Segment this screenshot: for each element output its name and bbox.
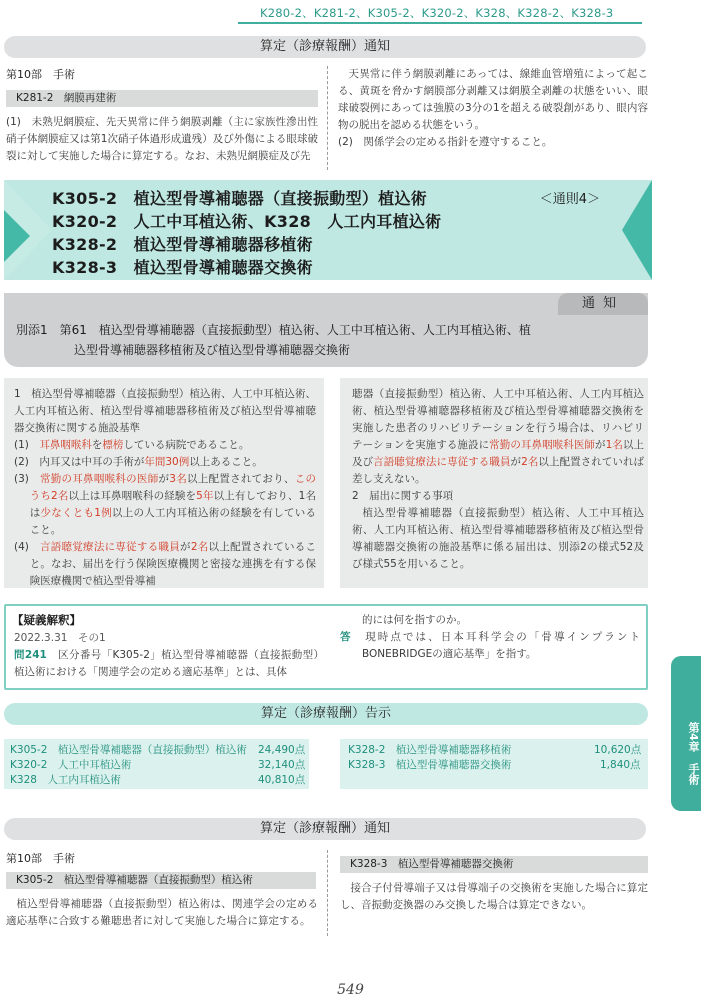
subhead-k281-2: K281-2 網膜再建術	[6, 90, 318, 107]
fee-k320-2: K320-2 人工中耳植込術	[10, 759, 132, 771]
fee-k328-points: 40,810点	[258, 774, 306, 786]
fee-k328-2: K328-2 植込型骨導補聴器移植術	[348, 744, 512, 756]
facility-left-text	[14, 386, 316, 590]
title-banner	[4, 180, 652, 280]
subhead-k305-2: K305-2 植込型骨導補聴器（直接振動型）植込術	[6, 872, 316, 889]
rule-tag: ＜通則4＞	[539, 192, 600, 207]
chapter-side-tab: 第4章 手術	[671, 656, 701, 811]
notice-heading	[16, 320, 644, 360]
faq-question: 問241 区分番号「K305-2」植込型骨導補聴器（直接振動型）植込術における「関連学会の定める適応基準」とは、具体	[14, 649, 324, 678]
facility-item1-3: (3) 常勤の耳鼻咽喉科の医師が3名以上配置されており、このうち2名以上は耳鼻咽喉科の経験を5年以上有しており、1名は少なくとも1例以上の人工内耳植込術の経験を有していること。	[14, 473, 317, 536]
para-k281-2-note2: (2) 関係学会の定める指針を遵守すること。	[338, 136, 553, 148]
fee-k328: K328 人工内耳植込術	[10, 774, 121, 786]
facility-rehab-note: 聴器（直接振動型）植込術、人工中耳植込術、人工内耳植込術、植込型骨導補聴器移植術及び植込型骨導補聴器交換術を実施した患者のリハビリテーションを行う場合は、リハビリテーションを実施する施設に常勤の耳鼻咽喉科医師が1名以上及び言語聴覚療法に専従する職員が2名以上配置されていれば差し支えない。	[352, 388, 645, 485]
facility-item2-head: 2 届出に関する事項	[352, 490, 454, 502]
faq-date: 2022.3.31 その1	[14, 632, 106, 644]
column-divider	[327, 66, 328, 170]
fee-k305-2: K305-2 植込型骨導補聴器（直接振動型）植込術	[10, 744, 247, 756]
title-k320-2: K320-2 人工中耳植込術、K328 人工内耳植込術	[52, 212, 442, 231]
faq-title: 【疑義解釈】	[12, 613, 81, 627]
fee-k328-3-points: 1,840点	[600, 759, 641, 771]
para-k281-2-right: 天異常に伴う網膜剥離にあっては、線維血管増殖によって起こる、黄斑を脅かす網膜部分剥離又は網膜全剥離の状態をいい、眼球破裂例にあっては強膜の3分の1を超える破裂創があり、眼内容物の脱出を認める状態をいう。	[338, 68, 648, 131]
running-head: K280-2、K281-2、K305-2、K320-2、K328、K328-2、K328-3	[238, 2, 642, 24]
facility-item1-2: (2) 内耳又は中耳の手術が年間30例以上あること。	[14, 456, 263, 468]
facility-item1-4: (4) 言語聴覚療法に専従する職員が2名以上配置されていること。なお、届出を行う保険医療機関と密接な連携を有する保険医療機関で植込型骨導補	[14, 541, 317, 587]
para-k305-2: 植込型骨導補聴器（直接振動型）植込術は、関連学会の定める適応基準に合致する難聴患者に対して実施した場合に算定する。	[6, 898, 318, 927]
notice-heading-line1: 別添1 第61 植込型骨導補聴器（直接振動型）植込術、人工中耳植込術、人工内耳植込術、植	[16, 323, 531, 337]
fee-k305-2-points: 24,490点	[258, 744, 306, 756]
facility-item1-head: 1 植込型骨導補聴器（直接振動型）植込術、人工中耳植込術、人工内耳植込術、植込型骨導補聴器移植術及び植込型骨導補聴器交換術に関する施設基準	[14, 388, 316, 434]
section-label-top: 第10部 手術	[6, 68, 75, 81]
faq-right	[340, 612, 640, 663]
column-divider-bottom	[327, 850, 328, 936]
page-number: 549	[337, 982, 364, 998]
section-label-bottom: 第10部 手術	[6, 852, 75, 865]
notice-heading-line2: 込型骨導補聴器移植術及び植込型骨導補聴器交換術	[74, 343, 351, 357]
subhead-k328-3: K328-3 植込型骨導補聴器交換術	[340, 856, 648, 873]
faq-question-cont: 的には何を指すのか。	[362, 614, 467, 626]
notice-band-top: 算定（診療報酬）通知	[4, 36, 646, 58]
faq-answer: 答 現時点では、日本耳科学会の「骨導インプラントBONEBRIDGEの適応基準」を指す。	[340, 631, 641, 660]
fee-k320-2-points: 32,140点	[258, 759, 306, 771]
title-k305-2: K305-2 植込型骨導補聴器（直接振動型）植込術	[52, 189, 428, 208]
fee-k328-3: K328-3 植込型骨導補聴器交換術	[348, 759, 512, 771]
para-k328-3: 接合子付骨導端子又は骨導端子の交換術を実施した場合に算定し、音振動変換器のみ交換した場合は算定できない。	[340, 882, 648, 911]
para-k281-2-left: (1) 未熟児網膜症、先天異常に伴う網膜剥離（主に家族性滲出性硝子体網膜症又は第1次硝子体過形成遺残）及び外傷による眼球破裂に対して実施した場合に算定する。なお、未熟児網膜症及び先	[6, 116, 318, 162]
title-k328-2: K328-2 植込型骨導補聴器移植術	[52, 235, 313, 254]
kokuji-band: 算定（診療報酬）告示	[4, 703, 648, 725]
facility-item2-body: 植込型骨導補聴器（直接振動型）植込術、人工中耳植込術、人工内耳植込術、植込型骨導補聴器移植術及び植込型骨導補聴器交換術の施設基準に係る届出は、別添2の様式52及び様式55を用いること。	[352, 507, 644, 570]
notice-band-bottom: 算定（診療報酬）通知	[4, 818, 646, 840]
fee-k328-2-points: 10,620点	[594, 744, 642, 756]
facility-item1-1: (1) 耳鼻咽喉科を標榜している病院であること。	[14, 439, 250, 451]
title-k328-3: K328-3 植込型骨導補聴器交換術	[52, 258, 313, 277]
notice-tab: 通知	[558, 293, 648, 315]
faq-left	[14, 630, 324, 681]
facility-right-text	[352, 386, 644, 573]
